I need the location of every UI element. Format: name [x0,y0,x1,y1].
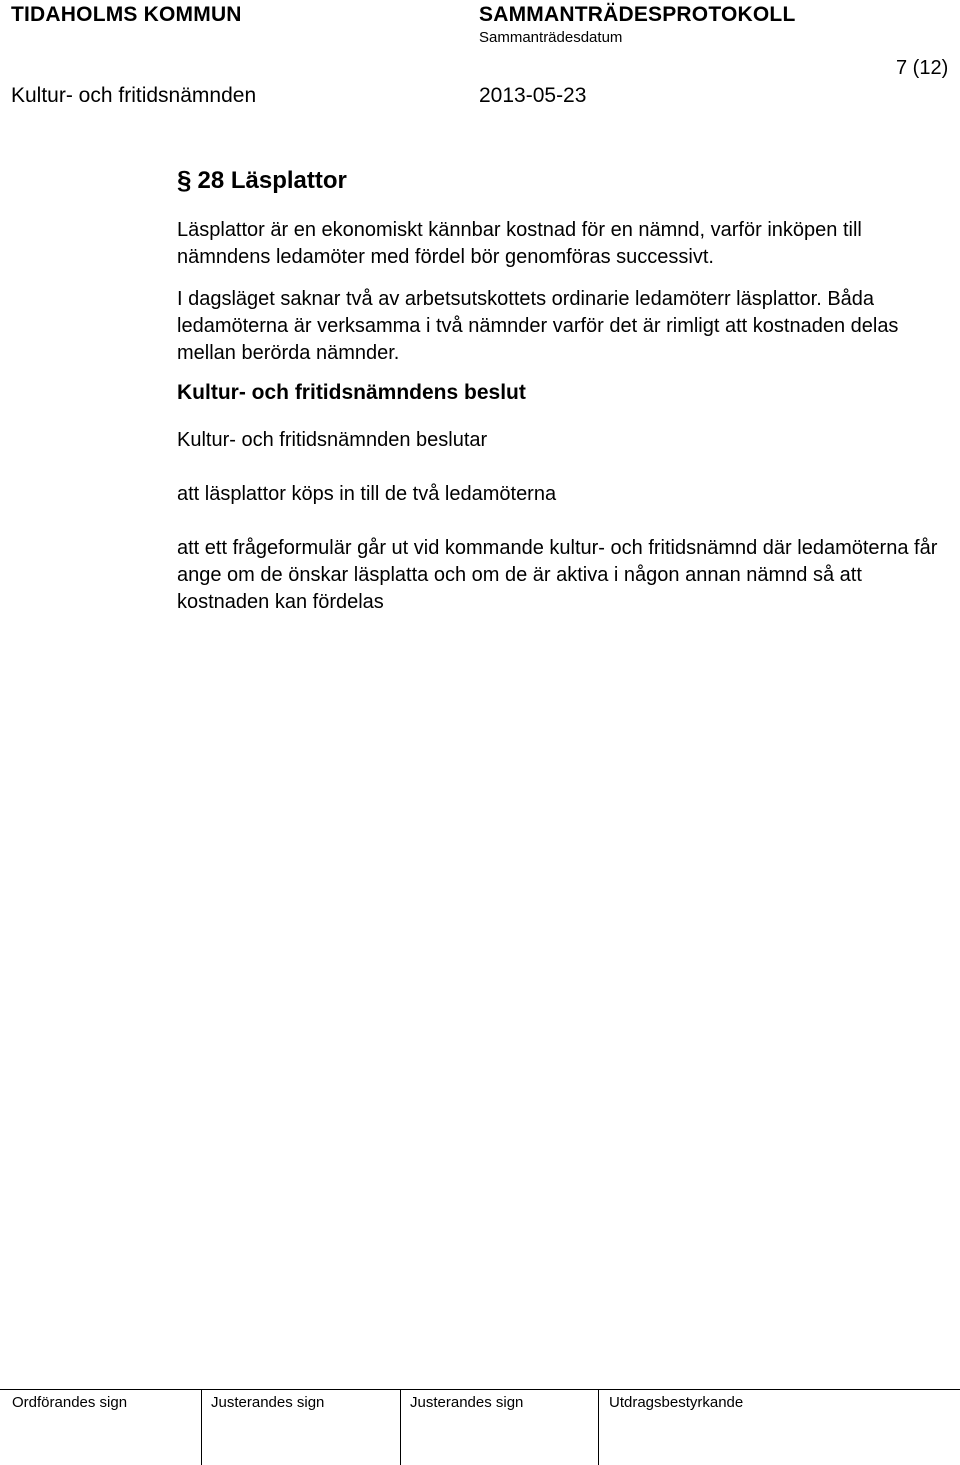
board-name: Kultur- och fritidsnämnden [11,84,257,107]
section-body [177,217,947,616]
signature-footer [0,1389,960,1465]
document-type: SAMMANTRÄDESPROTOKOLL [479,3,796,26]
decision-item-1: att läsplattor köps in till de två ledamöterna [177,483,557,505]
section-heading [177,165,347,196]
adjuster-sign-label-1: Justerandes sign [201,1390,324,1465]
extract-certification-label: Utdragsbestyrkande [598,1390,743,1465]
paragraph-2: I dagsläget saknar två av arbetsutskottets ordinarie ledamöterr läsplattor. Båda ledamöterna är verksamma i två nämnder varför det är rimligt att kostnaden delas mellan berörda nämnder. [177,288,899,364]
meeting-date-label: Sammanträdesdatum [479,29,623,46]
paragraph-1: Läsplattor är en ekonomiskt kännbar kostnad för en nämnd, varför inköpen till nämndens ledamöter med fördel bör genomföras successivt. [177,219,862,268]
section-symbol: § [177,165,192,195]
decision-heading: Kultur- och fritidsnämndens beslut [177,381,526,404]
decision-item-2: att ett frågeformulär går ut vid kommande kultur- och fritidsnämnd där ledamöterna får ange om de önskar läsplatta och om de är aktiva i någon annan nämnd så att kostnaden kan fördelas [177,537,938,613]
decision-intro: Kultur- och fritidsnämnden beslutar [177,429,488,451]
section-title: 28 Läsplattor [197,166,347,194]
adjuster-sign-label-2: Justerandes sign [400,1390,523,1465]
organization-name: TIDAHOLMS KOMMUN [11,3,242,26]
meeting-date: 2013-05-23 [479,84,587,107]
chair-sign-label: Ordförandes sign [12,1394,128,1411]
page-number: 7 (12) [896,57,949,79]
